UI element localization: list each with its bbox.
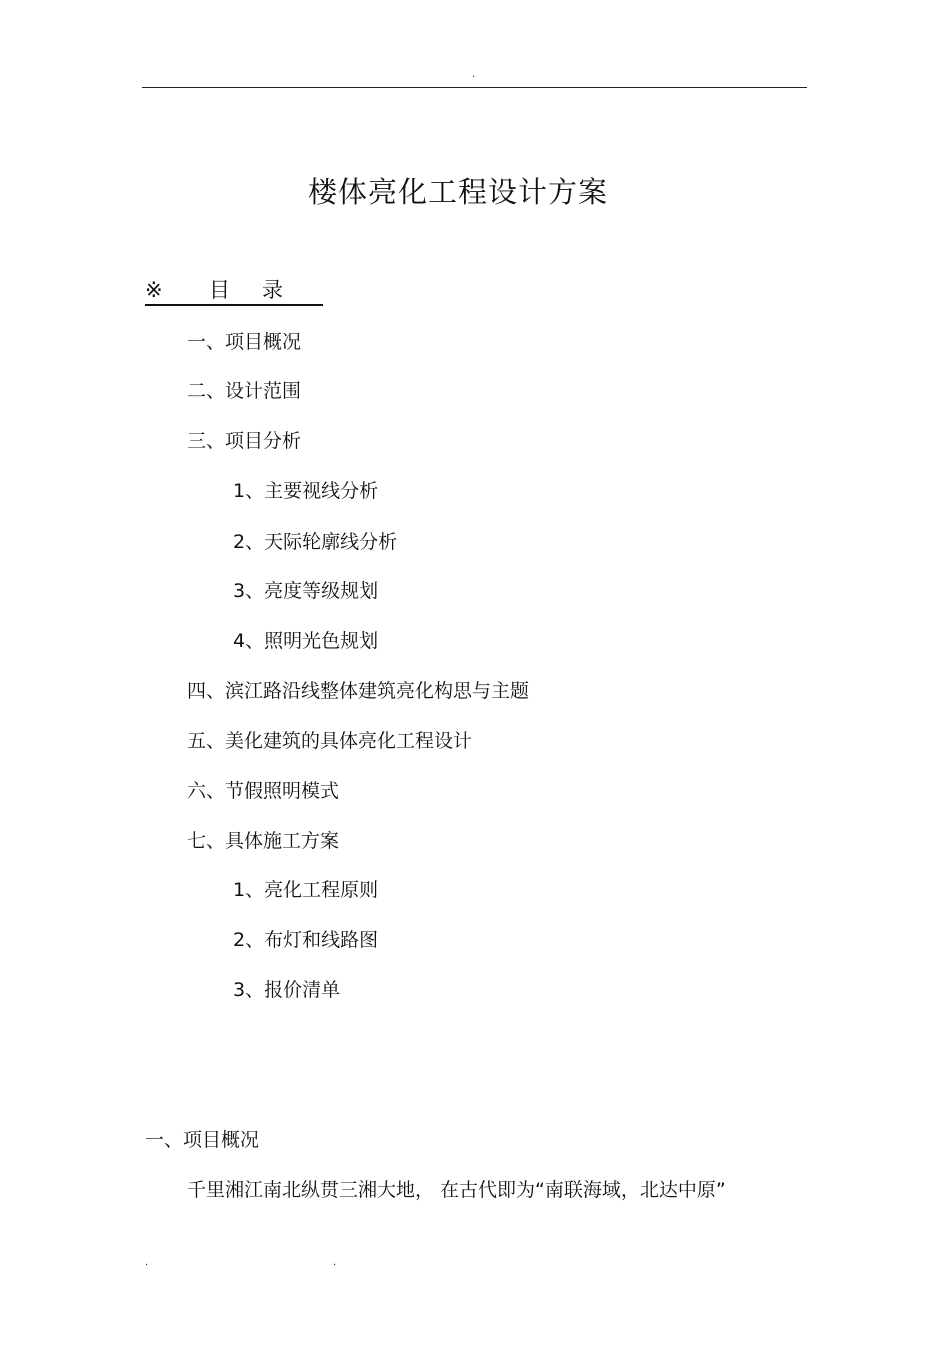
toc-item: 五、美化建筑的具体亮化工程设计 — [187, 730, 473, 752]
toc-subitem: 1、主要视线分析 — [233, 480, 379, 502]
body-paragraph: 千里湘江南北纵贯三湘大地， 在古代即为“南联海域，北达中原” — [187, 1179, 726, 1201]
toc-item: 三、项目分析 — [187, 430, 302, 452]
toc-subitem: 1、亮化工程原则 — [233, 879, 379, 901]
toc-item: 四、滨江路沿线整体建筑亮化构思与主题 — [187, 680, 530, 702]
document-title: 楼体亮化工程设计方案 — [307, 175, 608, 209]
toc-heading — [145, 276, 323, 306]
toc-subitem: 3、报价清单 — [233, 979, 341, 1001]
toc-item: 七、具体施工方案 — [187, 830, 340, 852]
toc-subitem: 3、亮度等级规划 — [233, 580, 379, 602]
reference-mark-icon: ※ — [145, 278, 163, 302]
toc-subitem: 4、照明光色规划 — [233, 630, 379, 652]
header-dot: . — [472, 69, 476, 80]
section-heading: 一、项目概况 — [145, 1129, 260, 1151]
toc-item: 一、项目概况 — [187, 331, 302, 353]
toc-heading-label: 目录 — [209, 278, 315, 302]
footer-dot-left: . — [145, 1257, 149, 1268]
header-rule — [142, 87, 807, 88]
toc-subitem: 2、天际轮廓线分析 — [233, 531, 398, 553]
footer-dot-right: . — [333, 1257, 337, 1268]
toc-subitem: 2、布灯和线路图 — [233, 929, 379, 951]
toc-item: 二、设计范围 — [187, 380, 302, 402]
toc-item: 六、节假照明模式 — [187, 780, 340, 802]
